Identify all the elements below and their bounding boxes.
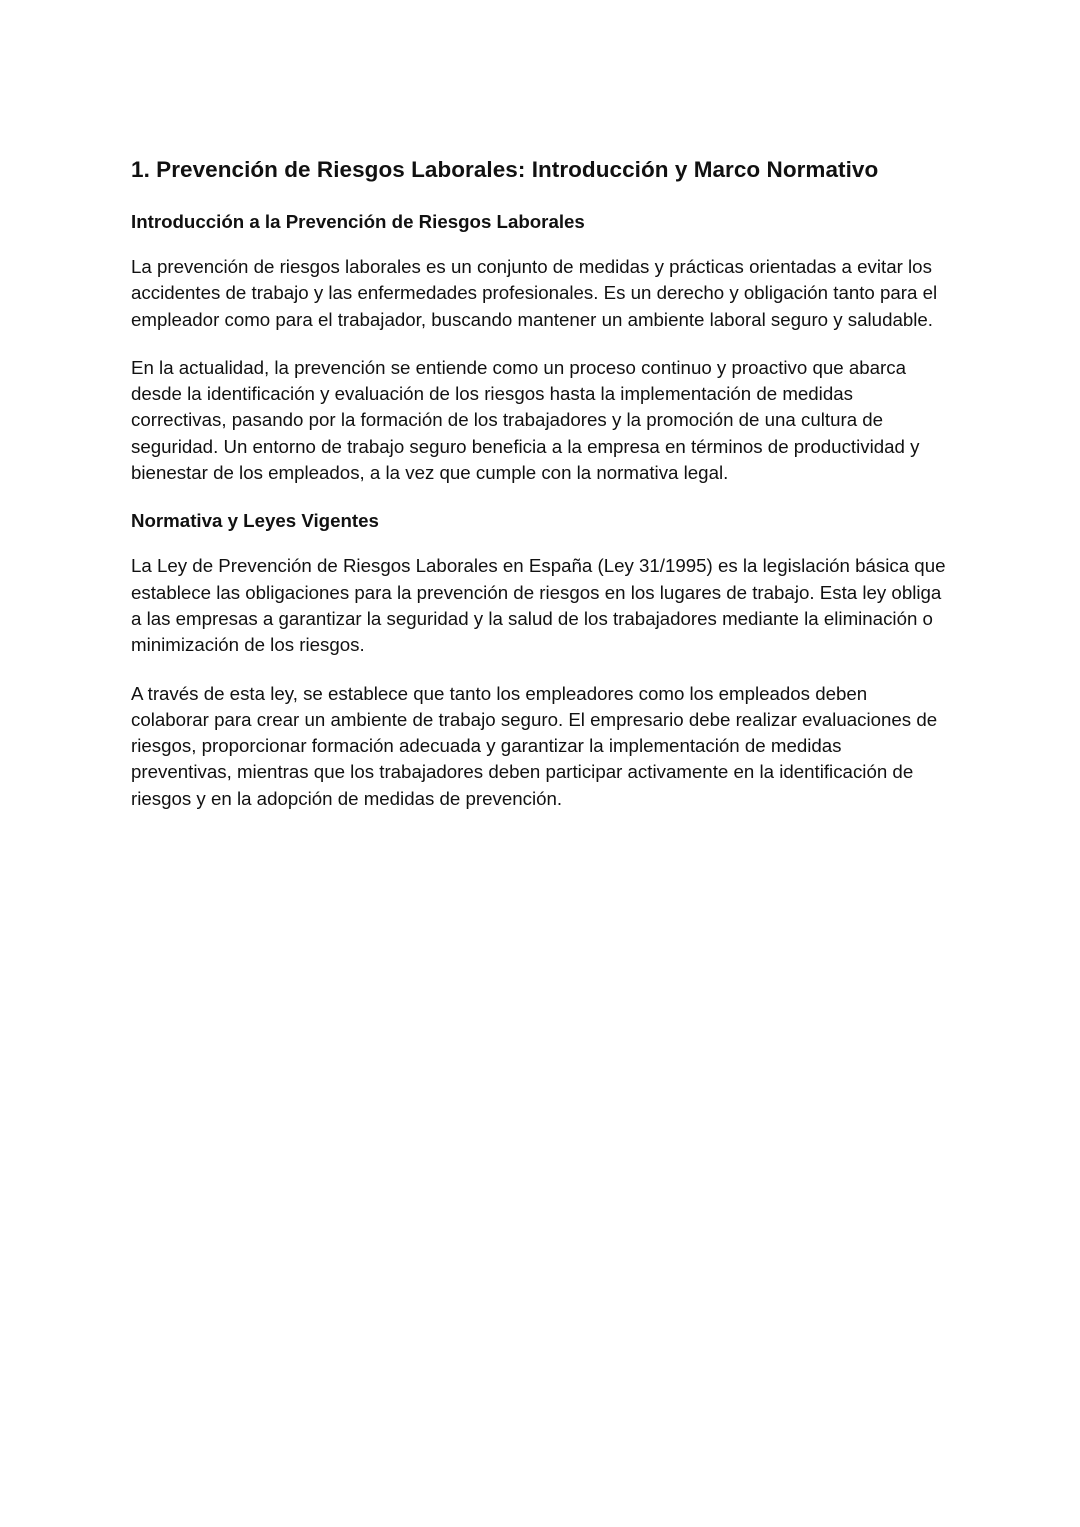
paragraph: En la actualidad, la prevención se entiende como un proceso continuo y proactivo que abarca desde la identificación y evaluación de los riesgos hasta la implementación de medidas correctivas, pasando por la formación de los trabajadores y la promoción de una cultura de seguridad. Un entorno de trabajo seguro beneficia a la empresa en términos de productividad y bienestar de los empleados, a la vez que cumple con la normativa legal. bbox=[131, 356, 920, 484]
section-heading-introduccion: Introducción a la Prevención de Riesgos Laborales bbox=[131, 211, 585, 232]
paragraph: La Ley de Prevención de Riesgos Laborales en España (Ley 31/1995) es la legislación básica que establece las obligaciones para la prevención de riesgos en los lugares de trabajo. Esta ley obliga a las empresas a garantizar la seguridad y la salud de los trabajadores mediante la eliminación o minimización de los riesgos. bbox=[131, 555, 946, 656]
document-page bbox=[131, 155, 946, 834]
paragraph: A través de esta ley, se establece que tanto los empleadores como los empleados deben colaborar para crear un ambiente de trabajo seguro. El empresario debe realizar evaluaciones de riesgos, proporcionar formación adecuada y garantizar la implementación de medidas preventivas, mientras que los trabajadores deben participar activamente en la identificación de riesgos y en la adopción de medidas de prevención. bbox=[131, 682, 938, 809]
document-title: 1. Prevención de Riesgos Laborales: Introducción y Marco Normativo bbox=[131, 157, 879, 182]
paragraph: La prevención de riesgos laborales es un conjunto de medidas y prácticas orientadas a evitar los accidentes de trabajo y las enfermedades profesionales. Es un derecho y obligación tanto para el empleador como para el trabajador, buscando mantener un ambiente laboral seguro y saludable. bbox=[131, 256, 938, 330]
section-heading-normativa: Normativa y Leyes Vigentes bbox=[131, 510, 379, 532]
